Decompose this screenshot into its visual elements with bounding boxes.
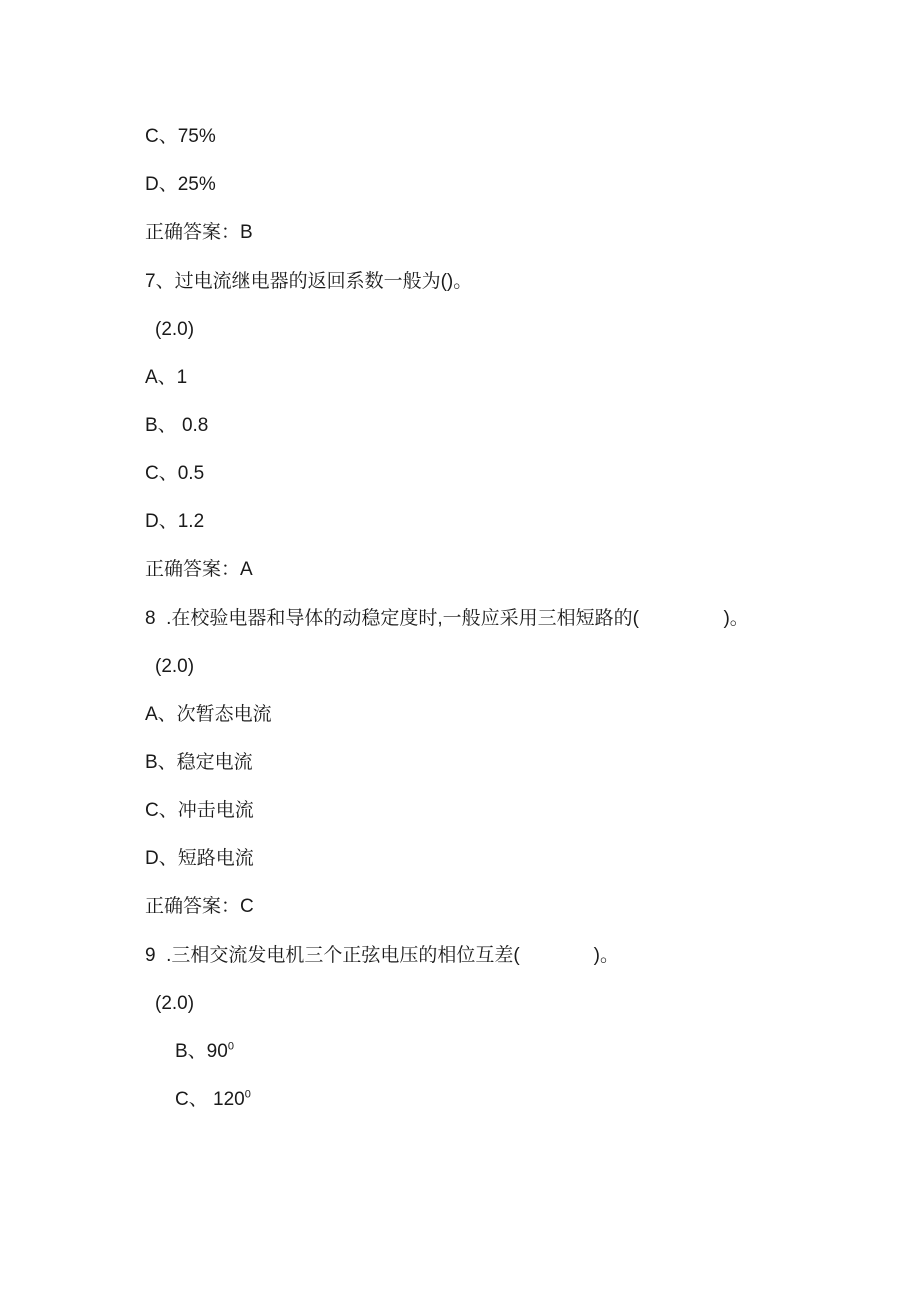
q7-answer: 正确答案：A bbox=[145, 559, 253, 580]
q8-stem: 8 .在校验电器和导体的动稳定度时,一般应采用三相短路的( )。 bbox=[145, 608, 749, 629]
q9-option-c-text: C、 120 bbox=[175, 1089, 245, 1110]
q9-option-b bbox=[175, 1040, 234, 1064]
q6-option-d: D、25% bbox=[145, 174, 216, 195]
q8-option-d: D、短路电流 bbox=[145, 848, 254, 869]
q8-option-c: C、冲击电流 bbox=[145, 800, 254, 821]
q9-option-c-degree: 0 bbox=[244, 1088, 251, 1101]
q8-answer: 正确答案：C bbox=[145, 896, 254, 917]
q9-option-b-degree: 0 bbox=[227, 1040, 234, 1053]
q9-option-c bbox=[175, 1088, 251, 1112]
q9-stem: 9 .三相交流发电机三个正弦电压的相位互差( )。 bbox=[145, 945, 619, 966]
q8-option-a: A、次暂态电流 bbox=[145, 704, 272, 725]
q7-option-c: C、0.5 bbox=[145, 463, 205, 484]
q8-option-b: B、稳定电流 bbox=[145, 752, 253, 773]
q9-score: (2.0) bbox=[155, 993, 195, 1014]
q7-stem: 7、过电流继电器的返回系数一般为()。 bbox=[145, 271, 473, 292]
q7-score: (2.0) bbox=[155, 319, 195, 340]
q8-score: (2.0) bbox=[155, 656, 195, 677]
q6-answer: 正确答案：B bbox=[145, 222, 253, 243]
q9-option-b-text: B、90 bbox=[175, 1041, 228, 1062]
q7-option-d: D、1.2 bbox=[145, 511, 205, 532]
q7-option-b: B、 0.8 bbox=[145, 415, 209, 436]
q6-option-c: C、75% bbox=[145, 126, 216, 147]
q7-option-a: A、1 bbox=[145, 367, 188, 388]
